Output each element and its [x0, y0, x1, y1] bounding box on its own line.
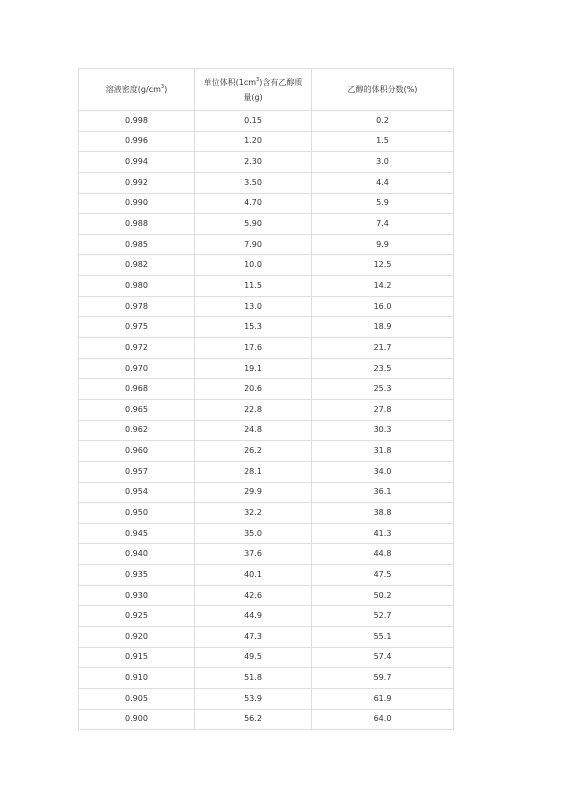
cell-volume-fraction: 3.0: [312, 152, 454, 173]
table-row: [79, 627, 454, 648]
cell-density: 0.950: [79, 503, 195, 524]
cell-volume-fraction: 34.0: [312, 461, 454, 482]
cell-volume-fraction: 14.2: [312, 276, 454, 297]
cell-ethanol-mass: 24.8: [195, 420, 312, 441]
cell-density: 0.930: [79, 585, 195, 606]
density-table-container: [78, 68, 453, 730]
cell-density: 0.992: [79, 172, 195, 193]
cell-volume-fraction: 0.2: [312, 111, 454, 132]
table-row: [79, 234, 454, 255]
cell-density: 0.957: [79, 461, 195, 482]
cell-density: 0.990: [79, 193, 195, 214]
cell-density: 0.985: [79, 234, 195, 255]
table-row: [79, 482, 454, 503]
table-row: [79, 399, 454, 420]
table-row: [79, 296, 454, 317]
cell-volume-fraction: 36.1: [312, 482, 454, 503]
cell-volume-fraction: 16.0: [312, 296, 454, 317]
table-row: [79, 709, 454, 730]
table-row: [79, 358, 454, 379]
cell-volume-fraction: 57.4: [312, 647, 454, 668]
cell-volume-fraction: 47.5: [312, 565, 454, 586]
table-row: [79, 606, 454, 627]
cell-density: 0.975: [79, 317, 195, 338]
table-row: [79, 338, 454, 359]
table-body: [79, 111, 454, 730]
cell-volume-fraction: 52.7: [312, 606, 454, 627]
table-row: [79, 214, 454, 235]
cell-ethanol-mass: 47.3: [195, 627, 312, 648]
cell-volume-fraction: 9.9: [312, 234, 454, 255]
cell-volume-fraction: 59.7: [312, 668, 454, 689]
cell-ethanol-mass: 22.8: [195, 399, 312, 420]
cell-density: 0.910: [79, 668, 195, 689]
cell-ethanol-mass: 29.9: [195, 482, 312, 503]
cell-volume-fraction: 55.1: [312, 627, 454, 648]
cell-ethanol-mass: 26.2: [195, 441, 312, 462]
cell-ethanol-mass: 53.9: [195, 688, 312, 709]
table-row: [79, 317, 454, 338]
table-row: [79, 420, 454, 441]
table-row: [79, 193, 454, 214]
table-row: [79, 441, 454, 462]
header-ethanol-mass: 单位体积$(1cm^3)$含有乙醇质量(g): [195, 69, 312, 111]
cell-density: 0.998: [79, 111, 195, 132]
cell-volume-fraction: 50.2: [312, 585, 454, 606]
cell-volume-fraction: 21.7: [312, 338, 454, 359]
table-row: [79, 172, 454, 193]
table-row: [79, 544, 454, 565]
cell-volume-fraction: 1.5: [312, 131, 454, 152]
cell-volume-fraction: 5.9: [312, 193, 454, 214]
table-header: [79, 69, 454, 111]
cell-ethanol-mass: 7.90: [195, 234, 312, 255]
cell-ethanol-mass: 37.6: [195, 544, 312, 565]
ethanol-density-table: [78, 68, 454, 730]
cell-ethanol-mass: 5.90: [195, 214, 312, 235]
cell-ethanol-mass: 42.6: [195, 585, 312, 606]
cell-volume-fraction: 7.4: [312, 214, 454, 235]
cell-ethanol-mass: 32.2: [195, 503, 312, 524]
cell-density: 0.940: [79, 544, 195, 565]
cell-density: 0.954: [79, 482, 195, 503]
cell-density: 0.978: [79, 296, 195, 317]
table-row: [79, 647, 454, 668]
cell-density: 0.988: [79, 214, 195, 235]
cell-density: 0.962: [79, 420, 195, 441]
cell-volume-fraction: 61.9: [312, 688, 454, 709]
header-density: 溶液密度$(g/cm^3)$: [79, 69, 195, 111]
cell-ethanol-mass: 15.3: [195, 317, 312, 338]
table-row: [79, 585, 454, 606]
cell-density: 0.920: [79, 627, 195, 648]
cell-ethanol-mass: 13.0: [195, 296, 312, 317]
cell-density: 0.925: [79, 606, 195, 627]
cell-ethanol-mass: 3.50: [195, 172, 312, 193]
cell-density: 0.960: [79, 441, 195, 462]
cell-volume-fraction: 18.9: [312, 317, 454, 338]
cell-ethanol-mass: 56.2: [195, 709, 312, 730]
cell-density: 0.915: [79, 647, 195, 668]
table-row: [79, 668, 454, 689]
cell-ethanol-mass: 35.0: [195, 523, 312, 544]
table-row: [79, 523, 454, 544]
cell-ethanol-mass: 10.0: [195, 255, 312, 276]
cell-volume-fraction: 44.8: [312, 544, 454, 565]
table-row: [79, 111, 454, 132]
cell-density: 0.905: [79, 688, 195, 709]
cell-density: 0.968: [79, 379, 195, 400]
cell-volume-fraction: 31.8: [312, 441, 454, 462]
cell-volume-fraction: 12.5: [312, 255, 454, 276]
cell-volume-fraction: 38.8: [312, 503, 454, 524]
cell-density: 0.965: [79, 399, 195, 420]
cell-ethanol-mass: 2.30: [195, 152, 312, 173]
table-row: [79, 379, 454, 400]
cell-density: 0.935: [79, 565, 195, 586]
cell-ethanol-mass: 40.1: [195, 565, 312, 586]
cell-ethanol-mass: 20.6: [195, 379, 312, 400]
cell-ethanol-mass: 11.5: [195, 276, 312, 297]
cell-ethanol-mass: 28.1: [195, 461, 312, 482]
table-row: [79, 131, 454, 152]
table-row: [79, 255, 454, 276]
cell-volume-fraction: 4.4: [312, 172, 454, 193]
cell-ethanol-mass: 44.9: [195, 606, 312, 627]
cell-volume-fraction: 23.5: [312, 358, 454, 379]
header-volume-fraction: 乙醇的体积分数(%): [312, 69, 454, 111]
table-row: [79, 688, 454, 709]
cell-volume-fraction: 30.3: [312, 420, 454, 441]
cell-volume-fraction: 25.3: [312, 379, 454, 400]
cell-volume-fraction: 64.0: [312, 709, 454, 730]
cell-density: 0.980: [79, 276, 195, 297]
cell-density: 0.900: [79, 709, 195, 730]
header-row: [79, 69, 454, 111]
cell-ethanol-mass: 17.6: [195, 338, 312, 359]
cell-density: 0.970: [79, 358, 195, 379]
cell-volume-fraction: 41.3: [312, 523, 454, 544]
cell-ethanol-mass: 0.15: [195, 111, 312, 132]
cell-ethanol-mass: 4.70: [195, 193, 312, 214]
cell-ethanol-mass: 51.8: [195, 668, 312, 689]
cell-density: 0.972: [79, 338, 195, 359]
cell-density: 0.996: [79, 131, 195, 152]
table-row: [79, 276, 454, 297]
cell-ethanol-mass: 49.5: [195, 647, 312, 668]
table-row: [79, 461, 454, 482]
cell-density: 0.945: [79, 523, 195, 544]
cell-volume-fraction: 27.8: [312, 399, 454, 420]
cell-ethanol-mass: 1.20: [195, 131, 312, 152]
table-row: [79, 565, 454, 586]
cell-density: 0.994: [79, 152, 195, 173]
table-row: [79, 503, 454, 524]
table-row: [79, 152, 454, 173]
cell-ethanol-mass: 19.1: [195, 358, 312, 379]
cell-density: 0.982: [79, 255, 195, 276]
